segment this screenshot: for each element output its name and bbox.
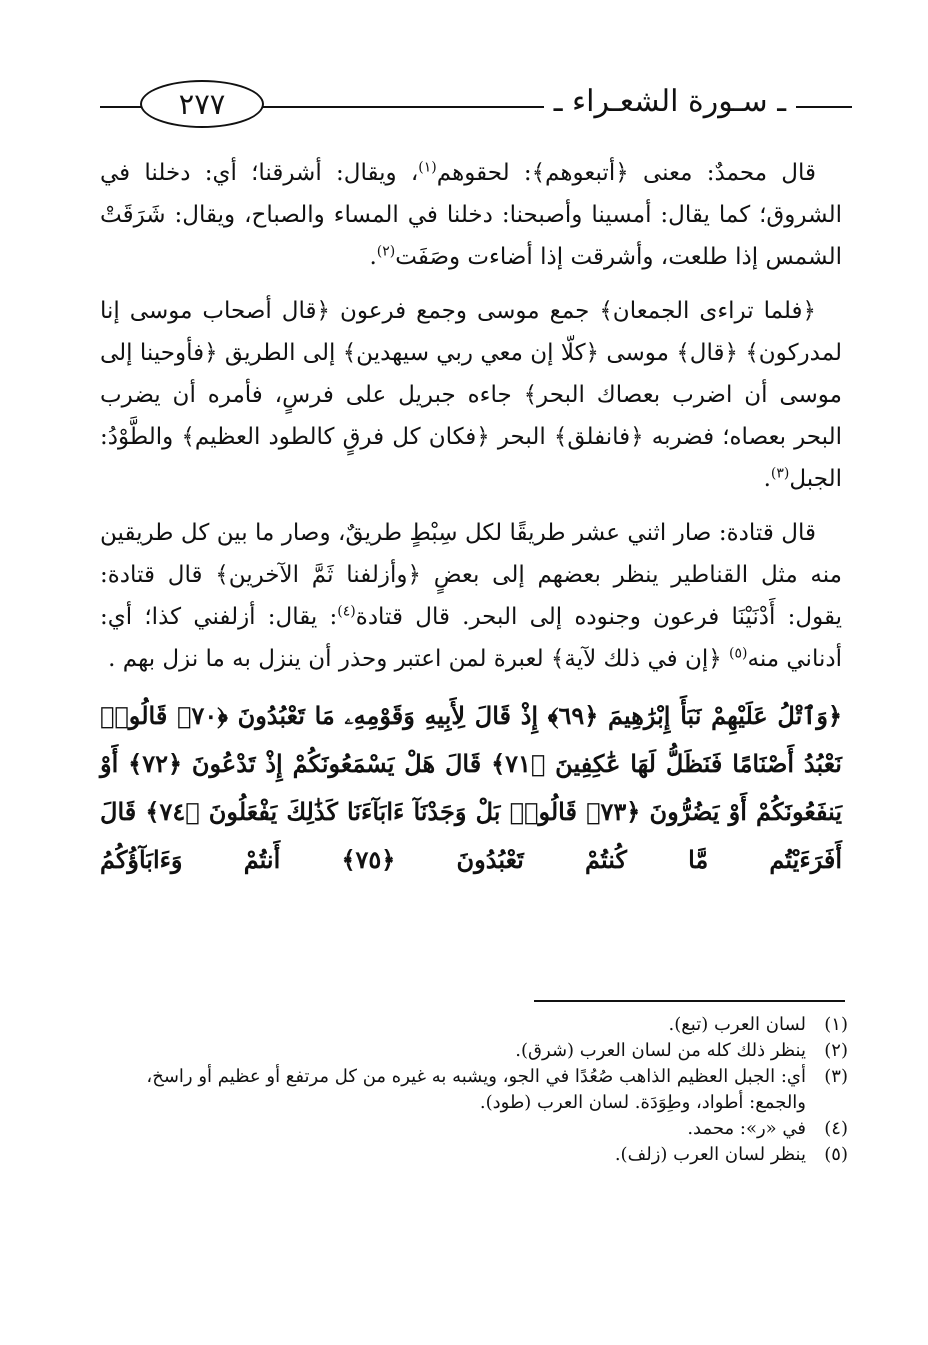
paragraph-text: ﴿إن في ذلك لآية﴾ لعبرة لمن اعتبر وحذر أن ينزل به ما نزل بهم .: [108, 646, 730, 672]
paragraph-text: .: [369, 244, 377, 270]
quran-verses: ﴿وَٱتْلُ عَلَيْهِمْ نَبَأَ إِبْرَٰهِيمَ ﴿٦٩﴾ إِذْ قَالَ لِأَبِيهِ وَقَوْمِهِۦ مَا تَعْبُدُونَ ﴿٧٠﴾ قَالُوا۟ نَعْبُدُ أَصْنَامًا فَنَظَلُّ لَهَا عَٰكِفِينَ ﴿٧١﴾ قَالَ هَلْ يَسْمَعُونَكُمْ إِذْ تَدْعُونَ ﴿٧٢﴾ أَوْ يَنفَعُونَكُمْ أَوْ يَضُرُّونَ ﴿٧٣﴾ قَالُوا۟ بَلْ وَجَدْنَآ ءَابَآءَنَا كَذَٰلِكَ يَفْعَلُونَ ﴿٧٤﴾ قَالَ أَفَرَءَيْتُم مَّا كُنتُمْ تَعْبُدُونَ ﴿٧٥﴾ أَنتُمْ وَءَابَآؤُكُمُ: [100, 701, 843, 874]
footnote-text: ينظر لسان العرب (زلف).: [614, 1144, 806, 1165]
body-text: [100, 152, 842, 884]
footnote: [100, 1012, 848, 1038]
footnote-marker: (٢): [376, 243, 396, 260]
footnote-text: ينظر ذلك كله من لسان العرب (شرق).: [515, 1040, 806, 1061]
footnote-marker: (٥): [729, 645, 748, 662]
paragraph-text: ، ويقال: أشرقنا؛ أي: دخلنا في الشروق؛ كما يقال: أمسينا وأصبحنا: دخلنا في المساء والصباح، ويقال: شَرَقَتْ الشمس إذا طلعت، وأشرقت إذا أضاءت وصَفَت: [100, 160, 842, 270]
footnote-separator: [534, 1000, 845, 1002]
footnote-marker: (٣): [770, 465, 790, 482]
footnote-marker: (١): [418, 159, 437, 176]
footnote-number: (٤): [824, 1118, 848, 1139]
paragraph: [100, 512, 842, 680]
footnote-number: (٥): [824, 1144, 848, 1165]
footnote-text: في «ر»: محمد.: [687, 1118, 806, 1139]
footnote: [100, 1064, 848, 1116]
paragraph-text: .: [763, 466, 771, 492]
paragraph: [100, 290, 842, 500]
paragraph-text: ﴿فلما تراءى الجمعان﴾ جمع موسى وجمع فرعون ﴿قال أصحاب موسى إنا لمدركون﴾ ﴿قال﴾ موسى ﴿كلّا إن معي ربي سيهدين﴾ إلى الطريق ﴿فأوحينا إلى موسى أن اضرب بعصاك البحر﴾ جاءه جبريل على فرسٍ، فأمره أن يضرب البحر بعصاه؛ فضربه ﴿فانفلق﴾ البحر ﴿فكان كل فرقٍ كالطود العظيم﴾ والطَّوْدُ: الجبل: [100, 298, 842, 492]
page-number: ٢٧٧: [140, 80, 264, 128]
footnote-number: (٢): [824, 1040, 848, 1061]
footnote: [100, 1116, 848, 1142]
footnote: [100, 1142, 848, 1168]
footnote-number: (٣): [824, 1066, 848, 1087]
footnote-marker: (٤): [337, 603, 356, 620]
paragraph-text: قال محمدٌ: معنى ﴿أتبعوهم﴾: لحقوهم: [436, 160, 816, 186]
footnote-text: أي: الجبل العظيم الذاهب صُعُدًا في الجو، ويشبه به غيره من كل مرتفع أو عظيم أو راسخ، والجمع: أطواد، وطِوَدَة. لسان العرب (طود).: [146, 1066, 806, 1113]
paragraph: [100, 152, 842, 278]
footnotes: [100, 1012, 848, 1168]
footnote: [100, 1038, 848, 1064]
footnote-number: (١): [824, 1014, 848, 1035]
paragraph-text: قال قتادة: صار اثني عشر طريقًا لكل سِبْطٍ طريقٌ، وصار ما بين كل طريقين منه مثل القناطير ينظر بعضهم إلى بعضٍ ﴿وأزلفنا ثَمَّ الآخرين﴾ قال قتادة: يقول: أَدْنَيْنَا فرعون وجنوده إلى البحر. قال قتادة: [100, 520, 842, 630]
paragraph-text: : يقال: أزلفني كذا؛ أي: أدناني منه: [100, 604, 842, 672]
page-header: [100, 78, 852, 130]
footnote-text: لسان العرب (تبع).: [668, 1014, 806, 1035]
surah-title: ـ سـورة الشعـراء ـ: [544, 80, 796, 124]
